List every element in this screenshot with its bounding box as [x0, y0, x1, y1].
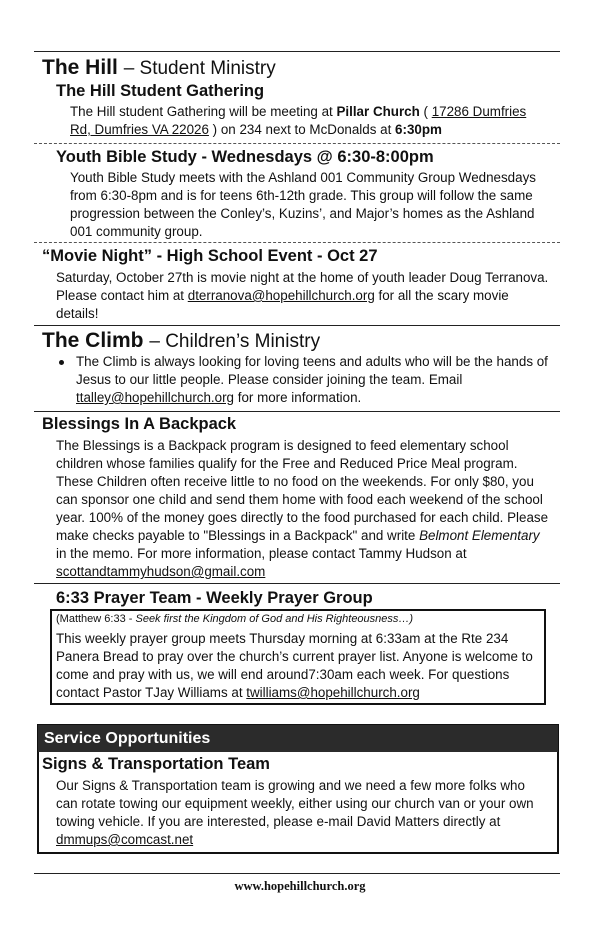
bible-study-heading: Youth Bible Study - Wednesdays @ 6:30-8:00pm	[56, 148, 434, 166]
blessings-heading: Blessings In A Backpack	[42, 415, 237, 433]
prayer-email-link[interactable]: twilliams@hopehillchurch.org	[246, 685, 420, 700]
hill-title: The Hill	[42, 56, 118, 79]
climb-subtitle: – Children’s Ministry	[149, 331, 321, 352]
section-title-the-climb	[42, 329, 320, 353]
gathering-place: Pillar Church	[336, 104, 420, 119]
gathering-heading: The Hill Student Gathering	[56, 82, 265, 100]
signs-heading: Signs & Transportation Team	[42, 755, 270, 773]
signs-email-link[interactable]: dmmups@comcast.net	[56, 832, 194, 847]
divider	[34, 242, 560, 243]
blessings-email-link[interactable]: scottandtammyhudson@gmail.com	[56, 564, 266, 579]
climb-email-link[interactable]: ttalley@hopehillchurch.org	[76, 390, 235, 405]
climb-title: The Climb	[42, 329, 144, 352]
movie-night-email-link[interactable]: dterranova@hopehillchurch.org	[187, 288, 375, 303]
divider	[34, 143, 560, 144]
divider	[34, 411, 560, 412]
prayer-text: This weekly prayer group meets Thursday morning at 6:33am at the Rte 234 Panera Bread to pray over the church’s current prayer list. Anyone is welcome to come and pray with us, we will end around7:30am each week. For questions contact Pastor TJay Williams at twilliams@hopehillchurch.org	[56, 631, 533, 700]
blessings-school: Belmont Elementary	[419, 528, 540, 543]
footer-url[interactable]: www.hopehillchurch.org	[234, 879, 366, 893]
bible-study-text: Youth Bible Study meets with the Ashland 001 Community Group Wednesdays from 6:30-8pm and is for teens 6th-12th grade. This group will follow the same progression between the Conley’s, Kuzins’, and Major’s homes as the Ashland 001 community group.	[70, 170, 536, 239]
prayer-verse: (Matthew 6:33 - Seek first the Kingdom of God and His Righteousness…)	[56, 613, 414, 625]
divider	[34, 583, 560, 584]
prayer-heading: 6:33 Prayer Team - Weekly Prayer Group	[56, 589, 373, 607]
climb-text: The Climb is always looking for loving teens and adults who will be the hands of Jesus to our little people. Please consider joining the team. Email ttalley@hopehillchurch.org for more information.	[76, 354, 548, 405]
top-divider	[34, 51, 560, 52]
bullet-icon	[59, 360, 64, 365]
hill-subtitle: – Student Ministry	[123, 58, 276, 79]
gathering-time: 6:30pm	[395, 122, 442, 137]
divider	[34, 325, 560, 326]
gathering-text: The Hill student Gathering will be meeting at Pillar Church ( 17286 Dumfries Rd, Dumfries VA 22026 ) on 234 next to McDonalds at 6:30pm	[70, 104, 527, 137]
service-header: Service Opportunities	[38, 725, 558, 752]
signs-text: Our Signs & Transportation team is growing and we need a few more folks who can rotate towing our equipment weekly, either using our church van or your own towing vehicle. If you are interested, please e-mail David Matters directly at dmmups@comcast.net	[56, 778, 534, 847]
movie-night-text: Saturday, October 27th is movie night at the home of youth leader Doug Terranova. Please contact him at dterranova@hopehillchurch.org for all the scary movie details!	[56, 270, 549, 321]
section-title-the-hill	[42, 56, 276, 80]
gathering-address-link[interactable]: 17286 Dumfries Rd, Dumfries VA 22026	[70, 104, 527, 137]
footer-divider	[34, 873, 560, 874]
blessings-text: The Blessings is a Backpack program is designed to feed elementary school children whose families qualify for the Free and Reduced Price Meal program. These Children often receive little to no food on the weekends. For only $80, you can sponsor one child and send them home with food each weekend of the school year. 100% of the money goes directly to the food purchased for each child. Please make checks payable to "Blessings in a Backpack" and write Belmont Elementary in the memo. For more information, please contact Tammy Hudson at scottandtammyhudson@gmail.com	[56, 438, 549, 579]
movie-night-heading: “Movie Night” - High School Event - Oct 27	[42, 247, 378, 265]
